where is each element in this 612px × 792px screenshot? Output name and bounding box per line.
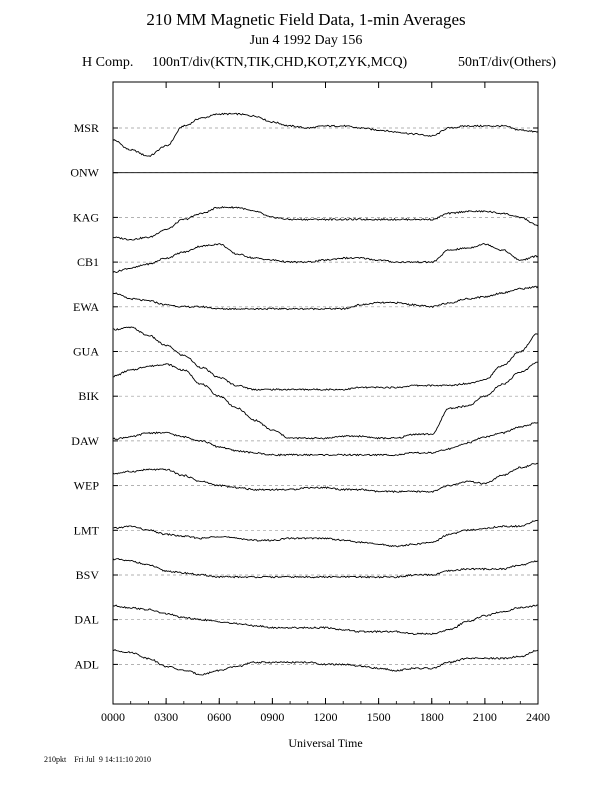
series-line-daw (113, 423, 538, 456)
x-tick-label: 1800 (419, 710, 444, 724)
series-line-kag (113, 207, 538, 240)
x-tick-label: 1200 (313, 710, 338, 724)
x-tick-label: 2100 (472, 710, 497, 724)
footer-timestamp: Fri Jul 9 14:11:10 2010 (74, 755, 152, 764)
series-line-gua (113, 327, 538, 390)
series-line-cb1 (113, 244, 538, 273)
x-tick-label: 0900 (260, 710, 285, 724)
station-label-bik: BIK (78, 389, 99, 404)
x-axis-label: Universal Time (288, 736, 363, 750)
series-line-ewa (113, 286, 538, 309)
x-tick-label: 0000 (101, 710, 125, 724)
station-label-daw: DAW (71, 433, 99, 448)
station-label-cb1: CB1 (76, 255, 99, 270)
station-label-bsv: BSV (75, 568, 99, 582)
scale-main-label: 100nT/div(KTN,TIK,CHD,KOT,ZYK,MCQ) (152, 55, 408, 70)
series-line-wep (113, 463, 538, 492)
footer (44, 755, 151, 764)
station-label-ewa: EWA (73, 299, 99, 314)
station-label-gua: GUA (73, 344, 99, 359)
x-tick-label: 1500 (366, 710, 391, 724)
chart-date: Jun 4 1992 Day 156 (249, 33, 363, 48)
footer-program: 210pkt (44, 755, 67, 764)
station-label-dal: DAL (74, 612, 99, 627)
chart-title: 210 MM Magnetic Field Data, 1-min Averages (146, 10, 466, 29)
station-label-adl: ADL (74, 657, 99, 672)
station-label-kag: KAG (73, 210, 99, 225)
series-line-lmt (113, 520, 538, 547)
plot-frame (113, 82, 538, 704)
x-tick-label: 0300 (154, 710, 179, 724)
series-line-adl (113, 650, 538, 675)
scale-other-label: 50nT/div(Others) (458, 55, 556, 70)
station-label-lmt: LMT (73, 523, 99, 538)
station-label-onw: ONW (70, 165, 99, 180)
station-label-msr: MSR (73, 121, 99, 135)
series-line-bik (113, 362, 538, 439)
station-label-wep: WEP (73, 478, 99, 493)
component-label: H Comp. (82, 55, 134, 70)
x-tick-label: 2400 (526, 710, 550, 724)
x-tick-label: 0600 (207, 710, 232, 724)
series-line-msr (113, 113, 538, 156)
